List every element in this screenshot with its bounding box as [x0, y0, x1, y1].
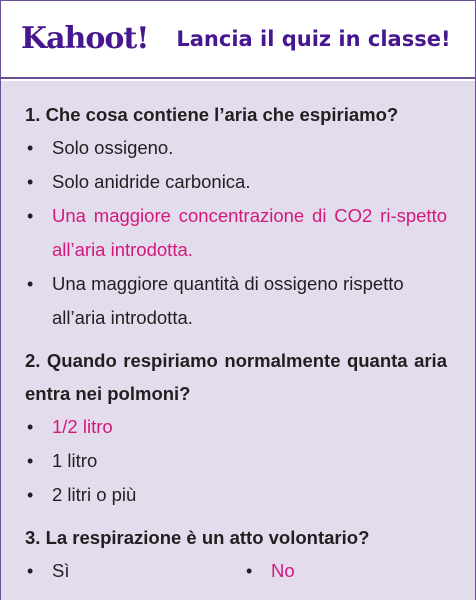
answer-option: • 2 litri o più: [25, 478, 447, 512]
correct-answer-option: • No: [244, 554, 295, 588]
bullet-icon: •: [27, 451, 34, 471]
bullet-icon: •: [27, 485, 34, 505]
answer-option: • Solo anidride carbonica.: [25, 165, 447, 199]
answers-2: [25, 410, 447, 512]
answer-option: • Una maggiore quantità di ossigeno rispetto all’aria introdotta.: [25, 267, 447, 335]
quiz-body: [1, 81, 475, 600]
bullet-icon: •: [246, 561, 253, 581]
answer-option: • Sì: [25, 554, 244, 588]
bullet-icon: •: [27, 138, 34, 158]
correct-answer-option: • Una maggiore concentrazione di CO2 ri-spetto all’aria introdotta.: [25, 199, 447, 267]
answers-1: [25, 131, 447, 335]
question-3: 3. La respirazione è un atto volontario?: [25, 527, 370, 548]
bullet-icon: •: [27, 561, 34, 581]
answers-3: [25, 554, 447, 588]
quiz-header: [1, 1, 475, 79]
bullet-icon: •: [27, 172, 34, 192]
bullet-icon: •: [27, 206, 34, 226]
quiz-title: Lancia il quiz in classe!: [176, 26, 451, 51]
answer-option: • 1 litro: [25, 444, 447, 478]
correct-answer-option: • 1/2 litro: [25, 410, 447, 444]
question-1: 1. Che cosa contiene l’aria che espiriamo?: [25, 104, 399, 125]
answer-option: • Solo ossigeno.: [25, 131, 447, 165]
bullet-icon: •: [27, 274, 34, 294]
kahoot-logo: Kahoot!: [21, 21, 149, 56]
question-2: 2. Quando respiriamo normalmente quanta aria entra nei polmoni?: [25, 350, 447, 404]
bullet-icon: •: [27, 417, 34, 437]
